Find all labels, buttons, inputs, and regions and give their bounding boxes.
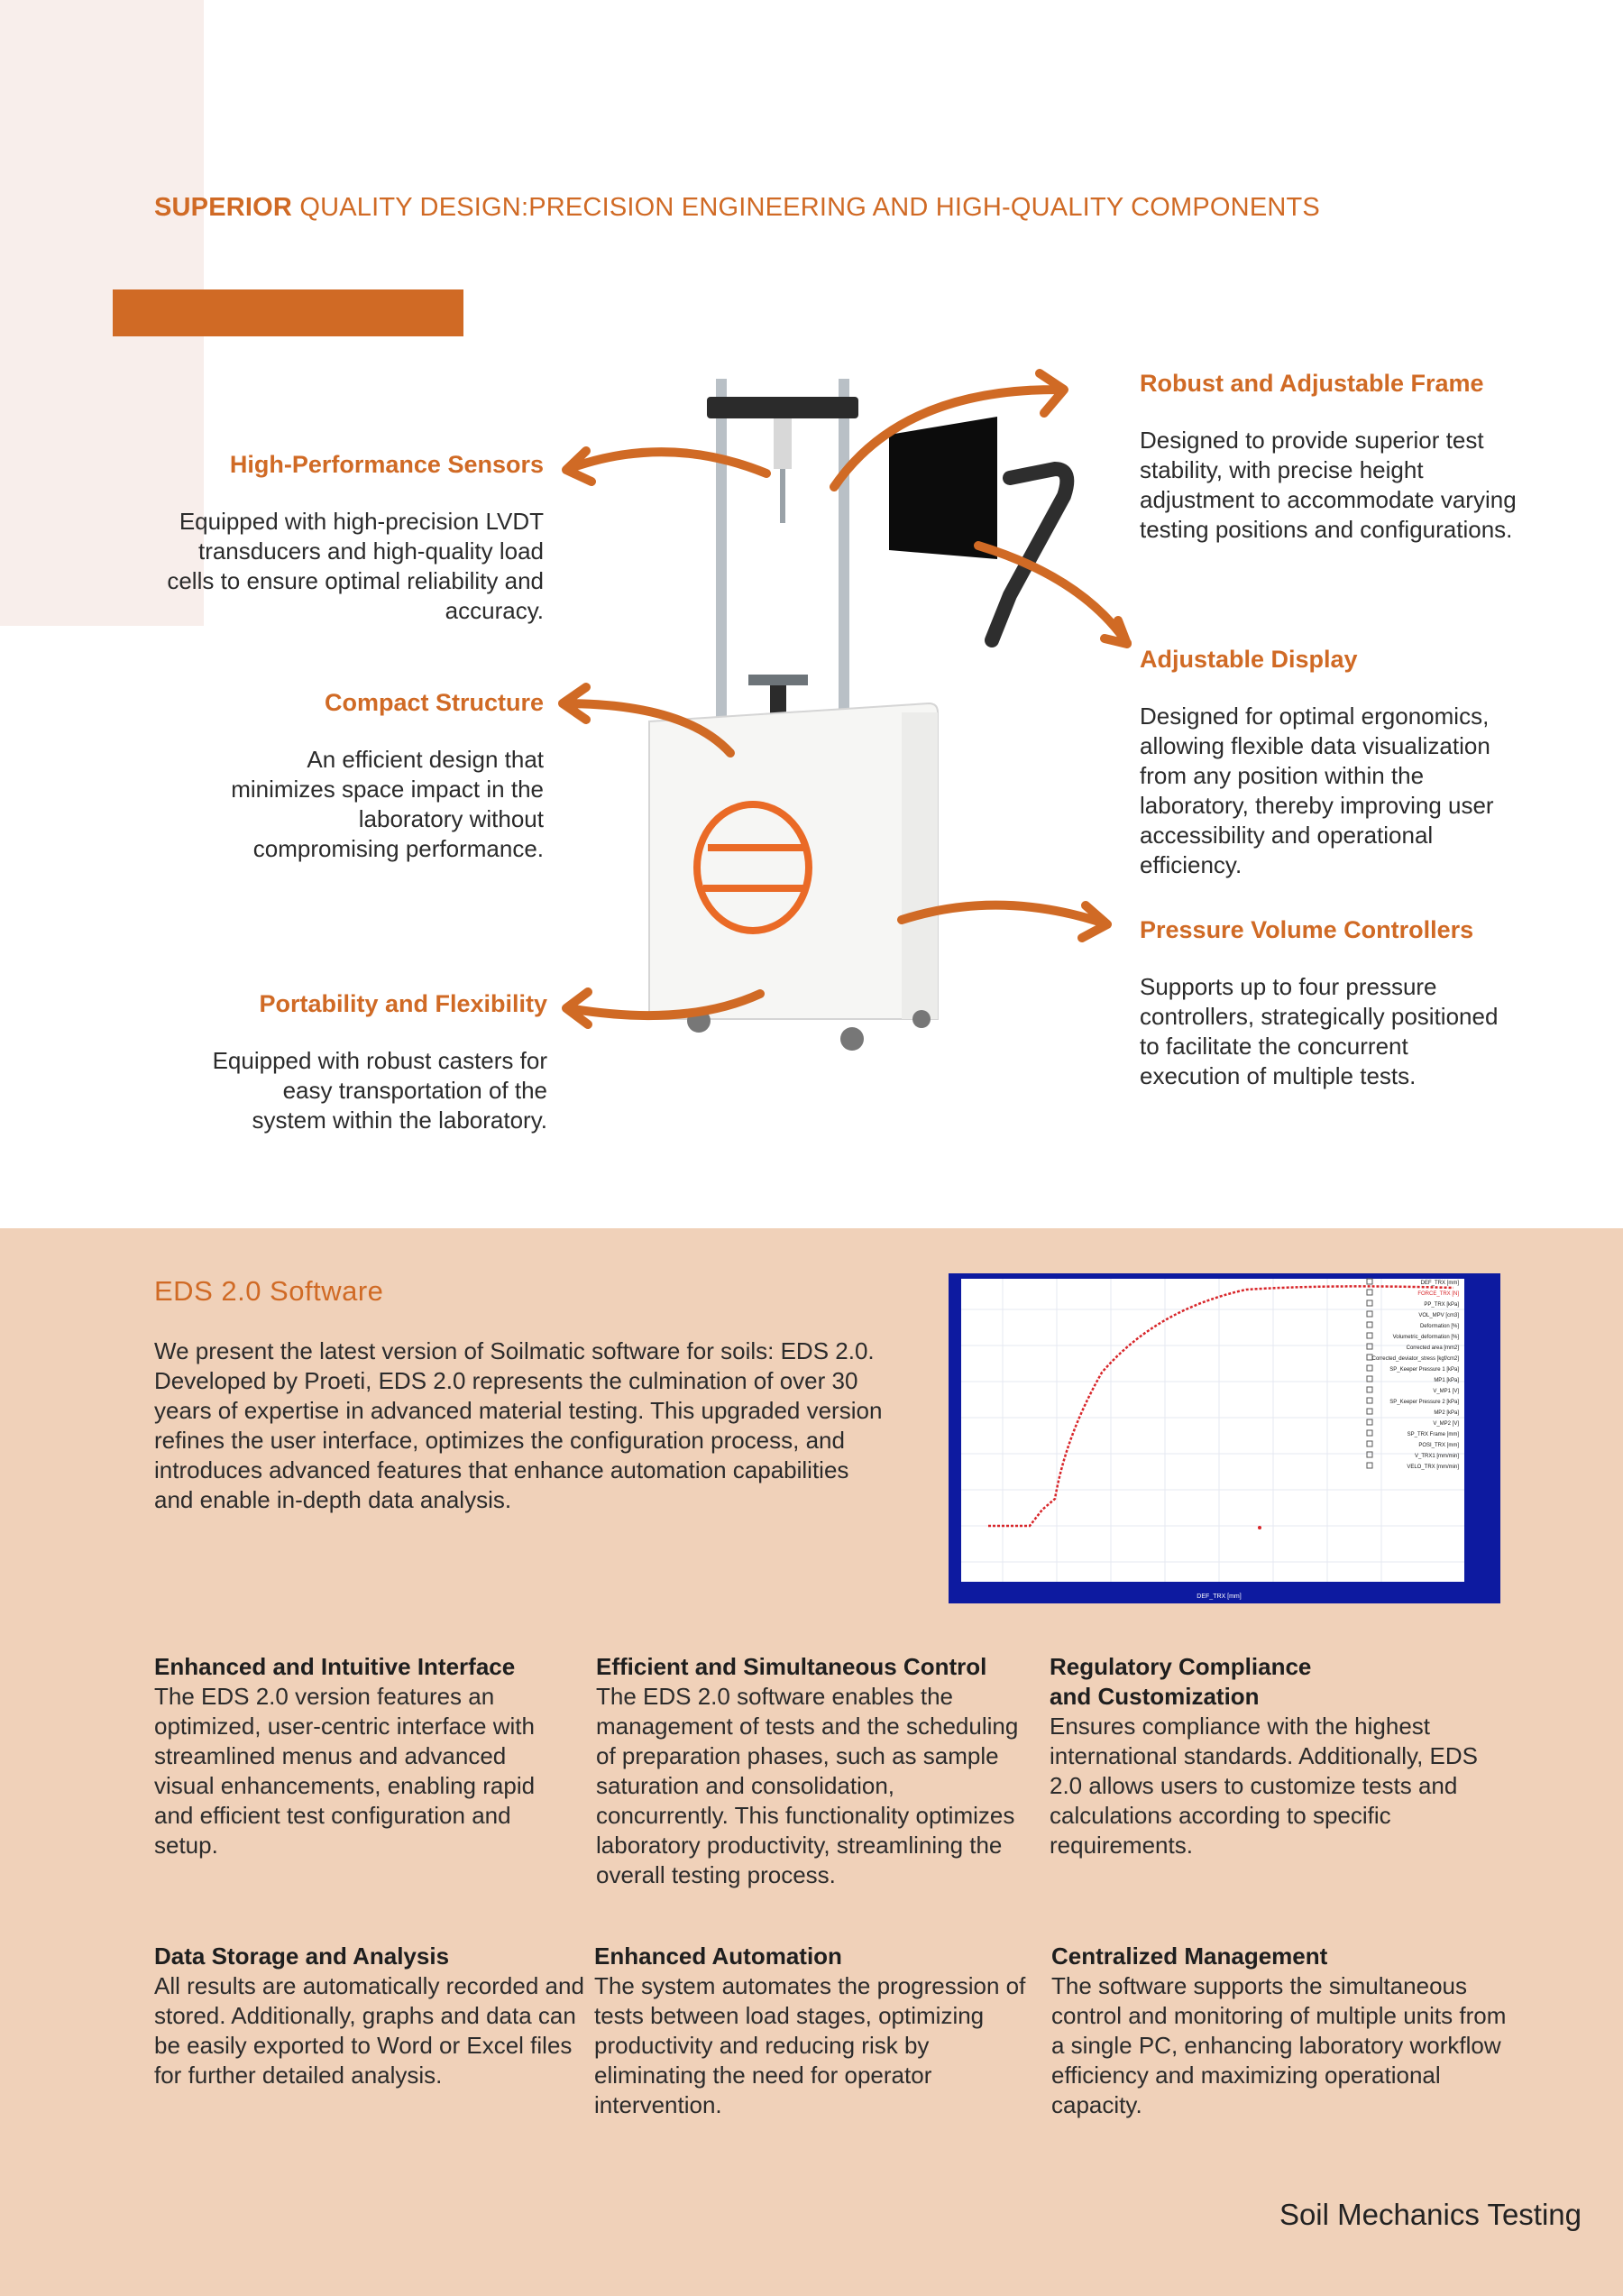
arrow-pvc — [902, 905, 1107, 938]
legend-item: MP1 [kPa] — [1434, 1378, 1459, 1383]
col-automation-text: The system automates the progression of tests between load stages, optimizing productivity and reducing risk by eliminating the need for operator intervention. — [594, 1972, 1026, 2118]
col-automation-title: Enhanced Automation — [594, 1942, 842, 1970]
software-intro: We present the latest version of Soilmatic software for soils: EDS 2.0. Developed by Proeti, EDS 2.0 represents the culmination of over 30 years of expertise in advanced material testing. This upgraded version refines the user interface, optimizes the configuration process, and introduces advanced features that enhance automation capabilities and enable in-depth data analysis. — [154, 1337, 883, 1513]
feature-frame-text: Designed to provide superior test stability, with precise height adjustment to accommodate varying testing positions and configurations. — [1140, 427, 1517, 543]
legend-item: SP_TRX Frame [mm] — [1407, 1432, 1459, 1437]
feature-sensors-title: High-Performance Sensors — [229, 451, 544, 478]
arrow-display — [978, 546, 1127, 644]
col-compliance-text: Ensures compliance with the highest international standards. Additionally, EDS 2.0 allows users to customize tests and calculations according to specific requirements. — [1050, 1713, 1479, 1859]
screenshot-graph — [949, 1273, 1500, 1603]
col-management-title: Centralized Management — [1051, 1942, 1328, 1970]
arrow-sensors — [566, 451, 766, 482]
col-interface-title: Enhanced and Intuitive Interface — [154, 1653, 516, 1680]
legend-item: DEF_TRX [mm] — [1420, 1281, 1459, 1286]
col-interface — [154, 1652, 564, 1860]
col-compliance-title: Regulatory Compliance and Customization — [1050, 1653, 1312, 1710]
legend-item: V_MP2 [V] — [1433, 1421, 1459, 1427]
legend-item: V_TRX1 [mm/min] — [1414, 1454, 1459, 1459]
footer-label: Soil Mechanics Testing — [1279, 2198, 1582, 2231]
feature-sensors — [153, 451, 544, 626]
software-title: EDS 2.0 Software — [154, 1275, 384, 1307]
col-control-text: The EDS 2.0 software enables the management of tests and the scheduling of preparation phases, such as sample saturation and consolidation, concurrently. This functionality optimizes laboratory productivity, streamlining the overall testing process. — [596, 1683, 1019, 1888]
col-storage-text: All results are automatically recorded and stored. Additionally, graphs and data can be easily exported to Word or Excel files for further detailed analysis. — [154, 1972, 584, 2089]
feature-pvc-text: Supports up to four pressure controllers, strategically positioned to facilitate the concurrent execution of multiple tests. — [1140, 973, 1499, 1089]
feature-portability-text: Equipped with robust casters for easy transportation of the system within the laboratory. — [212, 1047, 547, 1134]
feature-display-text: Designed for optimal ergonomics, allowing flexible data visualization from any position within the laboratory, thereby improving user accessibility and operational efficiency. — [1140, 703, 1494, 878]
col-control-title: Efficient and Simultaneous Control — [596, 1653, 987, 1680]
feature-compact-text: An efficient design that minimizes space impact in the laboratory without compromising performance. — [231, 746, 544, 862]
feature-pvc — [1140, 916, 1500, 1091]
legend-item: SP_Keeper Pressure 2 [kPa] — [1389, 1400, 1459, 1405]
legend-item: POSI_TRX [mm] — [1418, 1443, 1459, 1448]
legend-item: Corrected area [mm2] — [1406, 1345, 1459, 1351]
feature-portability-title: Portability and Flexibility — [259, 990, 547, 1017]
feature-compact-title: Compact Structure — [324, 689, 544, 716]
page-title-rest: QUALITY DESIGN:PRECISION ENGINEERING AND HIGH-QUALITY COMPONENTS — [292, 193, 1320, 222]
legend-item: Deformation [%] — [1419, 1324, 1459, 1329]
feature-pvc-title: Pressure Volume Controllers — [1140, 916, 1474, 943]
feature-sensors-text: Equipped with high-precision LVDT transducers and high-quality load cells to ensure optimal reliability and accuracy. — [167, 508, 544, 624]
legend-item: VOL_MPV [cm3] — [1418, 1313, 1459, 1318]
software-screenshot — [949, 1273, 1500, 1603]
page-title-bold: SUPERIOR — [154, 193, 293, 222]
col-automation — [594, 1942, 1045, 2120]
col-management — [1051, 1942, 1520, 2120]
col-management-text: The software supports the simultaneous control and monitoring of multiple units from a single PC, enhancing laboratory workflow efficiency and maximizing operational capacity. — [1051, 1972, 1507, 2118]
feature-display — [1140, 646, 1536, 880]
legend-item: Volumetric_deformation [%] — [1392, 1335, 1459, 1340]
legend-item: FORCE_TRX [N] — [1417, 1291, 1459, 1297]
feature-frame-title: Robust and Adjustable Frame — [1140, 370, 1484, 397]
col-control — [596, 1652, 1020, 1890]
arrow-frame — [834, 373, 1064, 487]
col-compliance — [1050, 1652, 1509, 1860]
legend-item: SP_Keeper Pressure 1 [kPa] — [1389, 1367, 1459, 1373]
legend-item: Corrected_deviator_stress [kgf/cm2] — [1371, 1356, 1459, 1362]
screenshot-x-label: DEF_TRX [mm] — [1197, 1593, 1242, 1600]
legend-item: MP2 [kPa] — [1434, 1410, 1459, 1416]
arrow-portability — [566, 992, 760, 1024]
col-storage — [154, 1942, 587, 2090]
col-storage-title: Data Storage and Analysis — [154, 1942, 450, 1970]
legend-item: PP_TRX [kPa] — [1424, 1302, 1459, 1308]
feature-display-title: Adjustable Display — [1140, 646, 1358, 673]
feature-frame — [1140, 370, 1518, 545]
legend-strip — [1464, 1279, 1481, 1582]
outlier-point — [1258, 1526, 1261, 1529]
arrow-compact — [563, 687, 730, 753]
legend-item: VELO_TRX [mm/min] — [1407, 1465, 1459, 1470]
plot-area — [961, 1279, 1481, 1582]
feature-compact — [207, 689, 544, 864]
legend-item: V_MP1 [V] — [1433, 1389, 1459, 1394]
col-interface-text: The EDS 2.0 version features an optimized, user-centric interface with streamlined menus and advanced visual enhancements, enabling rapid and efficient test configuration and setup. — [154, 1683, 536, 1859]
feature-portability — [207, 990, 547, 1135]
